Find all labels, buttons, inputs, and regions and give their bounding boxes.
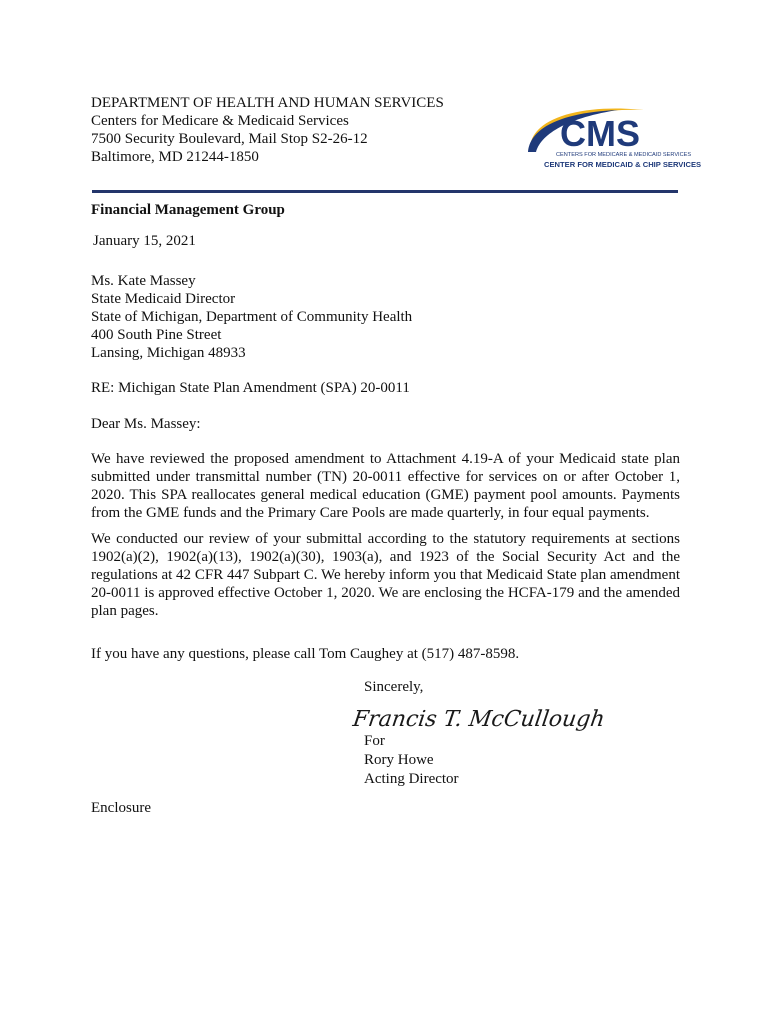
salutation: Dear Ms. Massey:: [91, 416, 201, 432]
logo-line2: CENTER FOR MEDICAID & CHIP SERVICES: [544, 160, 702, 169]
recipient-name: Ms. Kate Massey: [91, 273, 196, 289]
body-paragraph-1: We have reviewed the proposed amendment to Attachment 4.19-A of your Medicaid state plan submitted under transmittal number (TN) 20-0011 effective for services on or after October 1, 2020. This SPA reallocates general medical education (GME) payment pool amounts. Payments from the GME funds and the Primary Care Pools are made quarterly, in four equal payments.: [91, 451, 680, 521]
signature-for: For: [364, 733, 385, 749]
group-heading: Financial Management Group: [91, 202, 285, 218]
sender-city: Baltimore, MD 21244-1850: [91, 149, 259, 165]
re-line: RE: Michigan State Plan Amendment (SPA) 20-0011: [91, 380, 410, 396]
enclosure-note: Enclosure: [91, 800, 151, 816]
signature-name: Rory Howe: [364, 752, 434, 768]
signature-title: Acting Director: [364, 771, 459, 787]
signature-text: Francis T. McCullough: [351, 706, 607, 732]
sender-agency: Centers for Medicare & Medicaid Services: [91, 113, 349, 129]
recipient-city: Lansing, Michigan 48933: [91, 345, 246, 361]
logo-letters: CMS: [560, 113, 640, 154]
body-paragraph-2: We conducted our review of your submittal according to the statutory requirements at sections 1902(a)(2), 1902(a)(13), 1902(a)(30), 1903(a), and 1923 of the Social Security Act and the regulations at 42 CFR 447 Subpart C. We hereby inform you that Medicaid State plan amendment 20-0011 is approved effective October 1, 2020. We are enclosing the HCFA-179 and the amended plan pages.: [91, 531, 680, 619]
recipient-title: State Medicaid Director: [91, 291, 236, 307]
letter-date: January 15, 2021: [93, 233, 196, 249]
sender-department: DEPARTMENT OF HEALTH AND HUMAN SERVICES: [91, 95, 444, 111]
recipient-org: State of Michigan, Department of Community Health: [91, 309, 413, 325]
header-divider: [92, 190, 678, 193]
logo-line1: CENTERS FOR MEDICARE & MEDICAID SERVICES: [556, 152, 692, 158]
cms-logo: [526, 106, 712, 170]
closing: Sincerely,: [364, 679, 424, 695]
recipient-street: 400 South Pine Street: [91, 327, 222, 343]
body-paragraph-3: If you have any questions, please call Tom Caughey at (517) 487-8598.: [91, 646, 520, 662]
sender-street: 7500 Security Boulevard, Mail Stop S2-26-12: [91, 131, 368, 147]
